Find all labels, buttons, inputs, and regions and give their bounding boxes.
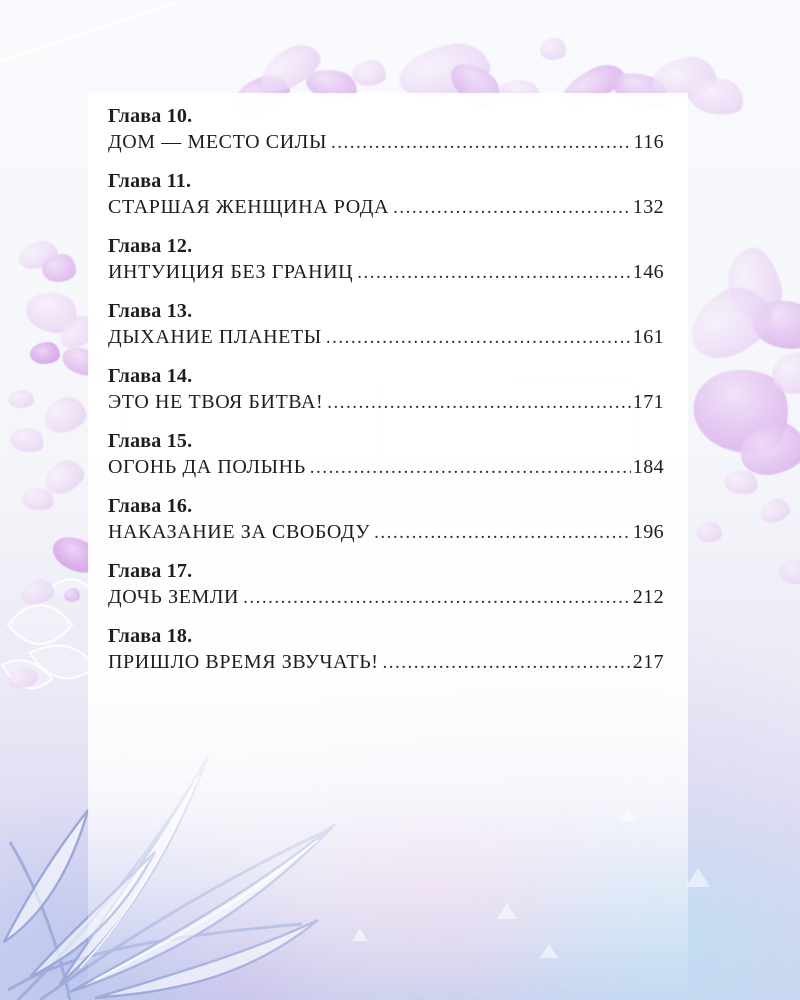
toc-entry — [108, 298, 664, 351]
highlight-triangle-icon — [686, 868, 710, 887]
page-number: 161 — [632, 326, 664, 348]
toc-entry — [108, 103, 664, 156]
chapter-label: Глава 18. — [108, 625, 193, 647]
chapter-title: СТАРШАЯ ЖЕНЩИНА РОДА — [108, 196, 390, 218]
toc-line — [108, 129, 664, 156]
chapter-label: Глава 17. — [108, 560, 193, 582]
toc-entry — [108, 363, 664, 416]
petal-icon — [352, 60, 386, 86]
page-number: 196 — [632, 521, 664, 543]
chapter-title: ОГОНЬ ДА ПОЛЫНЬ — [108, 456, 306, 478]
dot-leader — [331, 129, 632, 156]
dot-leader — [393, 194, 631, 221]
chapter-label: Глава 10. — [108, 105, 193, 127]
page-number: 146 — [632, 261, 664, 283]
chapter-label: Глава 14. — [108, 365, 193, 387]
sketch-line-icon — [0, 0, 200, 80]
petal-icon — [776, 557, 800, 588]
chapter-title: ДЫХАНИЕ ПЛАНЕТЫ — [108, 326, 322, 348]
dot-leader — [243, 584, 631, 611]
petal-icon — [18, 577, 56, 608]
chapter-label: Глава 13. — [108, 300, 193, 322]
toc-line — [108, 649, 664, 676]
chapter-label: Глава 11. — [108, 170, 192, 192]
toc-entry — [108, 623, 664, 676]
table-of-contents — [88, 93, 688, 676]
chapter-title: ДОМ — МЕСТО СИЛЫ — [108, 131, 327, 153]
toc-line — [108, 324, 664, 351]
chapter-title: ПРИШЛО ВРЕМЯ ЗВУЧАТЬ! — [108, 651, 379, 673]
toc-entry — [108, 428, 664, 481]
chapter-title: ДОЧЬ ЗЕМЛИ — [108, 586, 240, 608]
toc-entry — [108, 233, 664, 286]
chapter-title: ИНТУИЦИЯ БЕЗ ГРАНИЦ — [108, 261, 354, 283]
page-number: 132 — [632, 196, 664, 218]
petal-icon — [30, 342, 60, 364]
chapter-label: Глава 12. — [108, 235, 193, 257]
petal-icon — [64, 588, 80, 602]
chapter-title: НАКАЗАНИЕ ЗА СВОБОДУ — [108, 521, 371, 543]
toc-entry — [108, 493, 664, 546]
dot-leader — [310, 454, 631, 481]
page-number: 212 — [632, 586, 664, 608]
toc-line — [108, 194, 664, 221]
dot-leader — [383, 649, 631, 676]
petal-icon — [42, 254, 76, 282]
dot-leader — [326, 324, 631, 351]
petal-icon — [8, 425, 46, 456]
toc-entry — [108, 168, 664, 221]
book-page — [88, 93, 688, 1000]
dot-leader — [374, 519, 631, 546]
toc-line — [108, 584, 664, 611]
page-number: 116 — [633, 131, 664, 153]
toc-line — [108, 454, 664, 481]
toc-entry — [108, 558, 664, 611]
dot-leader — [357, 259, 631, 286]
page-number: 184 — [632, 456, 664, 478]
dot-leader — [327, 389, 631, 416]
toc-line — [108, 389, 664, 416]
petal-icon — [6, 666, 39, 691]
chapter-label: Глава 15. — [108, 430, 193, 452]
petal-icon — [8, 390, 34, 408]
toc-line — [108, 259, 664, 286]
page-number: 217 — [632, 651, 664, 673]
petal-icon — [696, 522, 722, 542]
page-number: 171 — [632, 391, 664, 413]
toc-line — [108, 519, 664, 546]
petal-icon — [40, 392, 90, 437]
petal-icon — [540, 38, 566, 60]
chapter-label: Глава 16. — [108, 495, 193, 517]
chapter-title: ЭТО НЕ ТВОЯ БИТВА! — [108, 391, 324, 413]
petal-icon — [757, 496, 793, 527]
